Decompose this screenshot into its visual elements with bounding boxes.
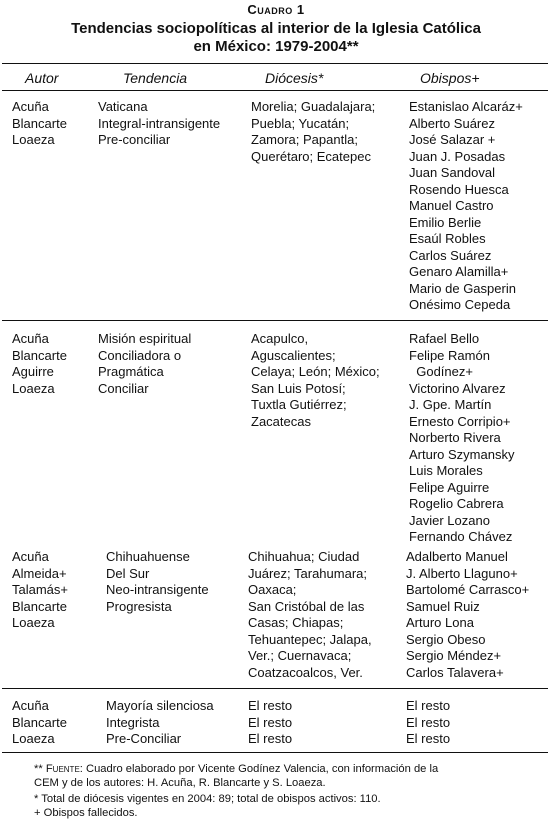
- table-title-line2: en México: 1979-2004**: [193, 38, 359, 55]
- row3-autor: Acuña Almeida+ Talamás+ Blancarte Loaeza: [12, 549, 68, 630]
- table-title-line1: Tendencias sociopolíticas al interior de la Iglesia Católica: [71, 20, 481, 37]
- row2-tendencia: Misión espiritual Conciliadora o Pragmática Conciliar: [98, 331, 192, 396]
- row1-diocesis: Morelia; Guadalajara; Puebla; Yucatán; Zamora; Papantla; Querétaro; Ecatepec: [251, 99, 376, 164]
- row4-diocesis: El resto El resto El resto: [248, 698, 293, 746]
- row1-obispos: Estanislao Alcaráz+ Alberto Suárez José Salazar + Juan J. Posadas Juan Sandoval Rosendo Huesca Manuel Castro Emilio Berlie Esaúl Robles Carlos Suárez Genaro Alamilla+ Mario de Gasperin Onésimo Cepeda: [409, 99, 523, 312]
- table-label: Cuadro 1: [247, 2, 305, 17]
- row3-obispos: Adalberto Manuel J. Alberto Llaguno+ Bartolomé Carrasco+ Samuel Ruiz Arturo Lona Sergio Obeso Sergio Méndez+ Carlos Talavera+: [406, 549, 530, 680]
- footnote-asterisk: * Total de diócesis vigentes en 2004: 89; total de obispos activos: 110.: [34, 793, 381, 805]
- footnote-plus: + Obispos fallecidos.: [34, 807, 138, 819]
- header-autor: Autor: [25, 70, 59, 86]
- header-obispos: Obispos+: [420, 70, 480, 86]
- row2-obispos: Rafael Bello Felipe Ramón Godínez+ Victorino Alvarez J. Gpe. Martín Ernesto Corripio+ Norberto Rivera Arturo Szymansky Luis Morales Felipe Aguirre Rogelio Cabrera Javier Lozano Fernando Chávez: [409, 331, 515, 544]
- bottom-rule: [2, 752, 548, 753]
- row3-diocesis: Chihuahua; Ciudad Juárez; Tarahumara; Oaxaca; San Cristóbal de las Casas; Chiapas; Tehuantepec; Jalapa, Ver.; Cuernavaca; Coatzacoalcos, Ver.: [248, 549, 372, 680]
- row4-obispos: El resto El resto El resto: [406, 698, 451, 746]
- row1-rule: [2, 320, 548, 321]
- row4-tendencia: Mayoría silenciosa Integrista Pre-Conciliar: [106, 698, 214, 746]
- row3-tendencia: Chihuahuense Del Sur Neo-intransigente Progresista: [106, 549, 209, 614]
- row4-autor: Acuña Blancarte Loaeza: [12, 698, 67, 746]
- row2-diocesis: Acapulco, Aguscalientes; Celaya; León; México; San Luis Potosí; Tuxtla Gutiérrez; Zacatecas: [251, 331, 380, 429]
- row3-rule: [2, 688, 548, 689]
- row1-autor: Acuña Blancarte Loaeza: [12, 99, 67, 147]
- row2-autor: Acuña Blancarte Aguirre Loaeza: [12, 331, 67, 396]
- footnote-source: ** Fuente: Cuadro elaborado por Vicente Godínez Valencia, con información de la CEM y de los autores: H. Acuña, R. Blancarte y S. Loaeza.: [34, 763, 439, 789]
- row1-tendencia: Vaticana Integral-intransigente Pre-conciliar: [98, 99, 221, 147]
- top-rule: [2, 63, 548, 64]
- header-rule: [2, 90, 548, 91]
- header-diocesis: Diócesis*: [265, 70, 324, 86]
- header-tendencia: Tendencia: [123, 70, 188, 86]
